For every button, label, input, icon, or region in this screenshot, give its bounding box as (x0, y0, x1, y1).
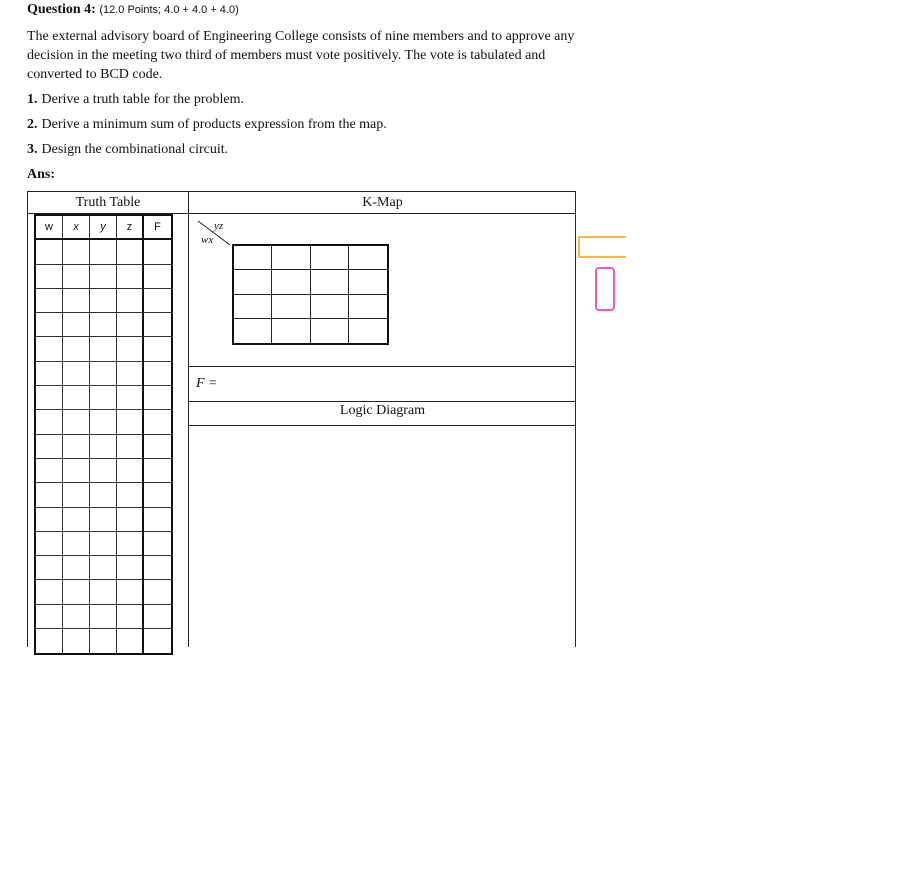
truth-table-cell (63, 410, 90, 434)
logic-diagram-header: Logic Diagram (339, 403, 426, 418)
kmap-cell (272, 270, 310, 294)
truth-table-header: Truth Table (75, 195, 141, 210)
truth-table-cell (90, 556, 117, 580)
truth-table-cell (63, 240, 90, 264)
pink-annotation-box (594, 266, 618, 312)
kmap-cell (311, 295, 349, 319)
truth-table-cell (90, 459, 117, 483)
truth-table-cell (36, 459, 63, 483)
truth-table-cell (63, 508, 90, 532)
kmap-cell (272, 246, 310, 270)
truth-table-cell (63, 313, 90, 337)
truth-table-cell (36, 605, 63, 629)
truth-table-cell (36, 532, 63, 556)
truth-table-cell (117, 337, 144, 361)
truth-table-cell (144, 337, 171, 361)
truth-table-cell (117, 459, 144, 483)
truth-table-cell (117, 483, 144, 507)
question-title (27, 2, 239, 18)
column-header-x: x (63, 216, 90, 240)
truth-table-cell (90, 605, 117, 629)
truth-table-cell (63, 265, 90, 289)
truth-table-cell (117, 386, 144, 410)
kmap-cell (349, 246, 387, 270)
truth-table-cell (36, 410, 63, 434)
column-header-z: z (117, 216, 144, 240)
truth-table-cell (36, 508, 63, 532)
truth-table-cell (90, 483, 117, 507)
kmap-cell (311, 319, 349, 343)
column-header-f: F (144, 216, 171, 240)
truth-table-cell (144, 459, 171, 483)
kmap-cell (272, 295, 310, 319)
truth-table-cell (90, 240, 117, 264)
truth-table-cell (36, 240, 63, 264)
orange-annotation-bracket (576, 234, 628, 260)
question-points: (12.0 Points; 4.0 + 4.0 + 4.0) (99, 4, 239, 16)
truth-table-cell (63, 435, 90, 459)
truth-table-cell (144, 265, 171, 289)
kmap-cell (272, 319, 310, 343)
truth-table-cell (90, 629, 117, 653)
truth-table-cell (144, 240, 171, 264)
item-text: Design the combinational circuit. (41, 142, 229, 157)
logic-diagram-header-line (188, 425, 576, 426)
question-item-3 (27, 142, 228, 158)
truth-table-cell (90, 532, 117, 556)
truth-table-cell (90, 410, 117, 434)
truth-table-cell (117, 508, 144, 532)
kmap-row-label: wx (201, 234, 214, 246)
f-row-top-line (188, 366, 576, 367)
truth-table-cell (36, 362, 63, 386)
truth-table-cell (36, 289, 63, 313)
truth-table-cell (117, 265, 144, 289)
truth-table-cell (63, 556, 90, 580)
truth-table-cell (144, 289, 171, 313)
truth-table-cell (63, 289, 90, 313)
truth-table-cell (117, 240, 144, 264)
truth-table-cell (144, 313, 171, 337)
truth-table-cell (36, 386, 63, 410)
item-text: Derive a truth table for the problem. (41, 92, 245, 107)
truth-table-cell (117, 580, 144, 604)
truth-table-cell (90, 362, 117, 386)
truth-table-cell (63, 386, 90, 410)
column-header-y: y (90, 216, 117, 240)
truth-table-cell (90, 508, 117, 532)
question-item-1 (27, 92, 244, 108)
truth-table-cell (117, 605, 144, 629)
truth-table-cell (36, 483, 63, 507)
item-number: 2. (27, 117, 38, 132)
truth-table-cell (63, 605, 90, 629)
kmap-grid (232, 244, 389, 345)
answer-table-divider (188, 191, 189, 647)
kmap-cell (234, 246, 272, 270)
truth-table-cell (117, 410, 144, 434)
truth-table-cell (117, 532, 144, 556)
kmap-cell (311, 270, 349, 294)
truth-table-cell (117, 289, 144, 313)
truth-table-cell (117, 362, 144, 386)
truth-table-grid (34, 214, 173, 655)
truth-table-cell (144, 508, 171, 532)
truth-table-cell (63, 483, 90, 507)
truth-table-cell (144, 362, 171, 386)
truth-table-cell (36, 629, 63, 653)
kmap-cell (311, 246, 349, 270)
truth-table-cell (144, 435, 171, 459)
truth-table-cell (90, 386, 117, 410)
kmap-cell (234, 270, 272, 294)
truth-table-cell (90, 289, 117, 313)
kmap-cell (234, 319, 272, 343)
truth-table-cell (90, 313, 117, 337)
truth-table-cell (90, 580, 117, 604)
truth-table-cell (144, 605, 171, 629)
truth-table-cell (144, 629, 171, 653)
truth-table-cell (36, 556, 63, 580)
item-number: 3. (27, 142, 38, 157)
truth-table-cell (63, 580, 90, 604)
kmap-cell (349, 270, 387, 294)
truth-table-cell (144, 580, 171, 604)
item-text: Derive a minimum sum of products expression from the map. (41, 117, 387, 132)
question-item-2 (27, 117, 387, 133)
truth-table-cell (117, 435, 144, 459)
kmap-cell (349, 319, 387, 343)
question-number: Question 4: (27, 2, 96, 17)
truth-table-cell (144, 410, 171, 434)
truth-table-cell (144, 483, 171, 507)
kmap-cell (349, 295, 387, 319)
truth-table-cell (36, 337, 63, 361)
truth-table-cell (117, 313, 144, 337)
truth-table-cell (90, 337, 117, 361)
truth-table-cell (63, 459, 90, 483)
truth-table-cell (36, 435, 63, 459)
column-header-w: w (36, 216, 63, 240)
truth-table-cell (90, 435, 117, 459)
f-row-bottom-line (188, 401, 576, 402)
truth-table-cell (63, 629, 90, 653)
kmap-header: K-Map (362, 195, 403, 210)
truth-table-cell (117, 629, 144, 653)
truth-table-cell (63, 337, 90, 361)
truth-table-cell (90, 265, 117, 289)
kmap-col-label: yz (214, 220, 224, 232)
truth-table-cell (36, 313, 63, 337)
kmap-cell (234, 295, 272, 319)
f-expression-label: F = (196, 376, 218, 391)
truth-table-cell (36, 265, 63, 289)
truth-table-cell (63, 362, 90, 386)
truth-table-cell (63, 532, 90, 556)
question-paragraph: The external advisory board of Engineering College consists of nine members and to approve any decision in the meeting two third of members must vote positively. The vote is tabulated and converted to BCD code. (27, 29, 575, 82)
truth-table-cell (144, 386, 171, 410)
answer-label: Ans: (27, 167, 56, 182)
truth-table-cell (144, 556, 171, 580)
truth-table-cell (36, 580, 63, 604)
item-number: 1. (27, 92, 38, 107)
truth-table-cell (144, 532, 171, 556)
truth-table-cell (117, 556, 144, 580)
